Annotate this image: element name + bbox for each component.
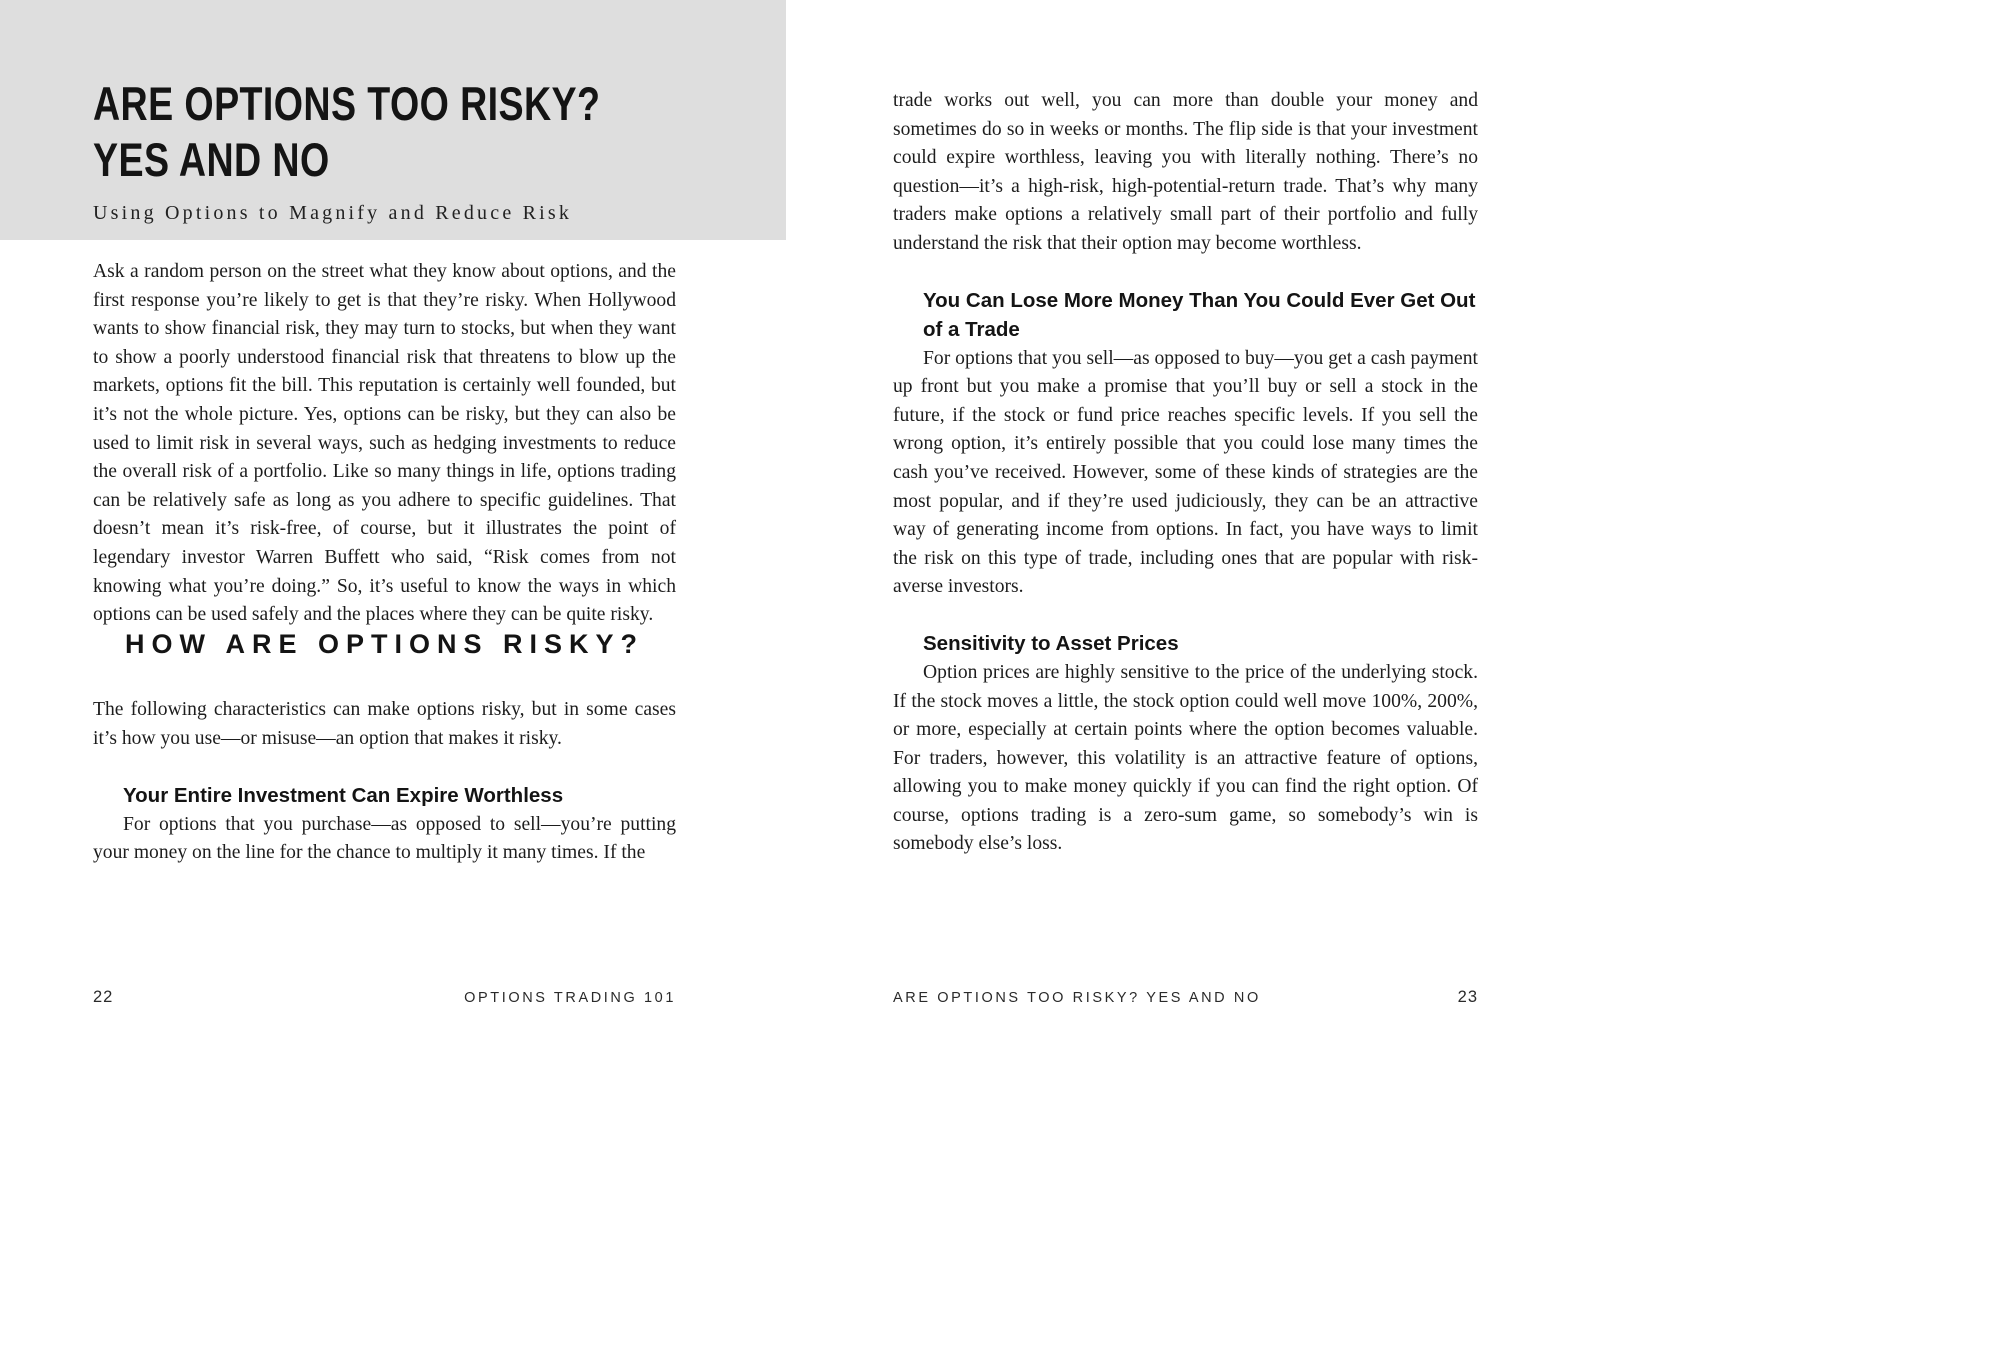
subheading-lose-more-money: You Can Lose More Money Than You Could Ever Get Out of a Trade [923, 288, 1476, 341]
continuation-paragraph: trade works out well, you can more than double your money and sometimes do so in weeks or months. The flip side is that your investment could expire worthless, leaving you with literally nothing. There’s no question—it’s a high-risk, high-potential-return trade. That’s why many traders make options a relatively small part of their portfolio and fully understand the risk that their option may become worthless. [893, 90, 1478, 254]
section-heading: HOW ARE OPTIONS RISKY? [124, 628, 644, 659]
right-page-number: 23 [1457, 988, 1478, 1006]
left-page-number: 22 [93, 988, 114, 1006]
intro-paragraph: Ask a random person on the street what they know about options, and the first response you’re likely to get is that they’re risky. When Hollywood wants to show financial risk, they may turn to stocks, but when they want to show a poorly understood financial risk that threatens to blow up the markets, options fit the bill. This reputation is certainly well founded, but it’s not the whole picture. Yes, options can be risky, but they can also be used to limit risk in several ways, such as hedging investments to reduce the overall risk of a portfolio. Like so many things in life, options trading can be relatively safe as long as you adhere to specific guidelines. That doesn’t mean it’s risk-free, of course, but it illustrates the point of legendary investor Warren Buffett who said, “Risk comes from not knowing what you’re doing.” So, it’s useful to know the ways in which options can be used safely and the places where they can be quite risky. [93, 261, 676, 626]
chapter-title-line1: ARE OPTIONS TOO RISKY? [93, 77, 601, 130]
chapter-subtitle: Using Options to Magnify and Reduce Risk [93, 202, 573, 224]
lose-more-money-paragraph: For options that you sell—as opposed to buy—you get a cash payment up front but you make a promise that you’ll buy or sell a stock in the future, if the stock or fund price reaches specific levels. If you sell the wrong option, it’s entirely possible that you could lose many times the cash you’ve received. However, some of these kinds of strategies are the most popular, and if they’re used judiciously, they can be an attractive way of generating income from options. In fact, you have ways to limit the risk on this type of trade, including ones that are popular with risk-averse investors. [893, 347, 1478, 598]
left-page-text-column [93, 258, 676, 868]
left-page-footer [93, 988, 676, 1007]
right-running-head: ARE OPTIONS TOO RISKY? YES AND NO [893, 990, 1261, 1006]
section-intro-paragraph: The following characteristics can make options risky, but in some cases it’s how you use—or misuse—an option that makes it risky. [93, 699, 676, 749]
sensitivity-paragraph: Option prices are highly sensitive to the price of the underlying stock. If the stock moves a little, the stock option could well move 100%, 200%, or more, especially at certain points where the option becomes valuable. For traders, however, this volatility is an attractive feature of options, allowing you to make money quickly if you can find the right option. Of course, options trading is a zero-sum game, so somebody’s win is somebody else’s loss. [893, 661, 1478, 855]
expire-worthless-paragraph: For options that you purchase—as opposed to sell—you’re putting your money on the line for the chance to multiply it many times. If the [93, 813, 676, 864]
left-running-head: OPTIONS TRADING 101 [464, 990, 676, 1006]
right-page-text-column [893, 87, 1478, 859]
subheading-sensitivity: Sensitivity to Asset Prices [923, 631, 1179, 655]
subheading-expire-worthless: Your Entire Investment Can Expire Worthless [123, 783, 564, 807]
right-page-footer [893, 988, 1478, 1007]
chapter-title-line2: YES AND NO [93, 133, 330, 187]
chapter-title [93, 76, 600, 189]
